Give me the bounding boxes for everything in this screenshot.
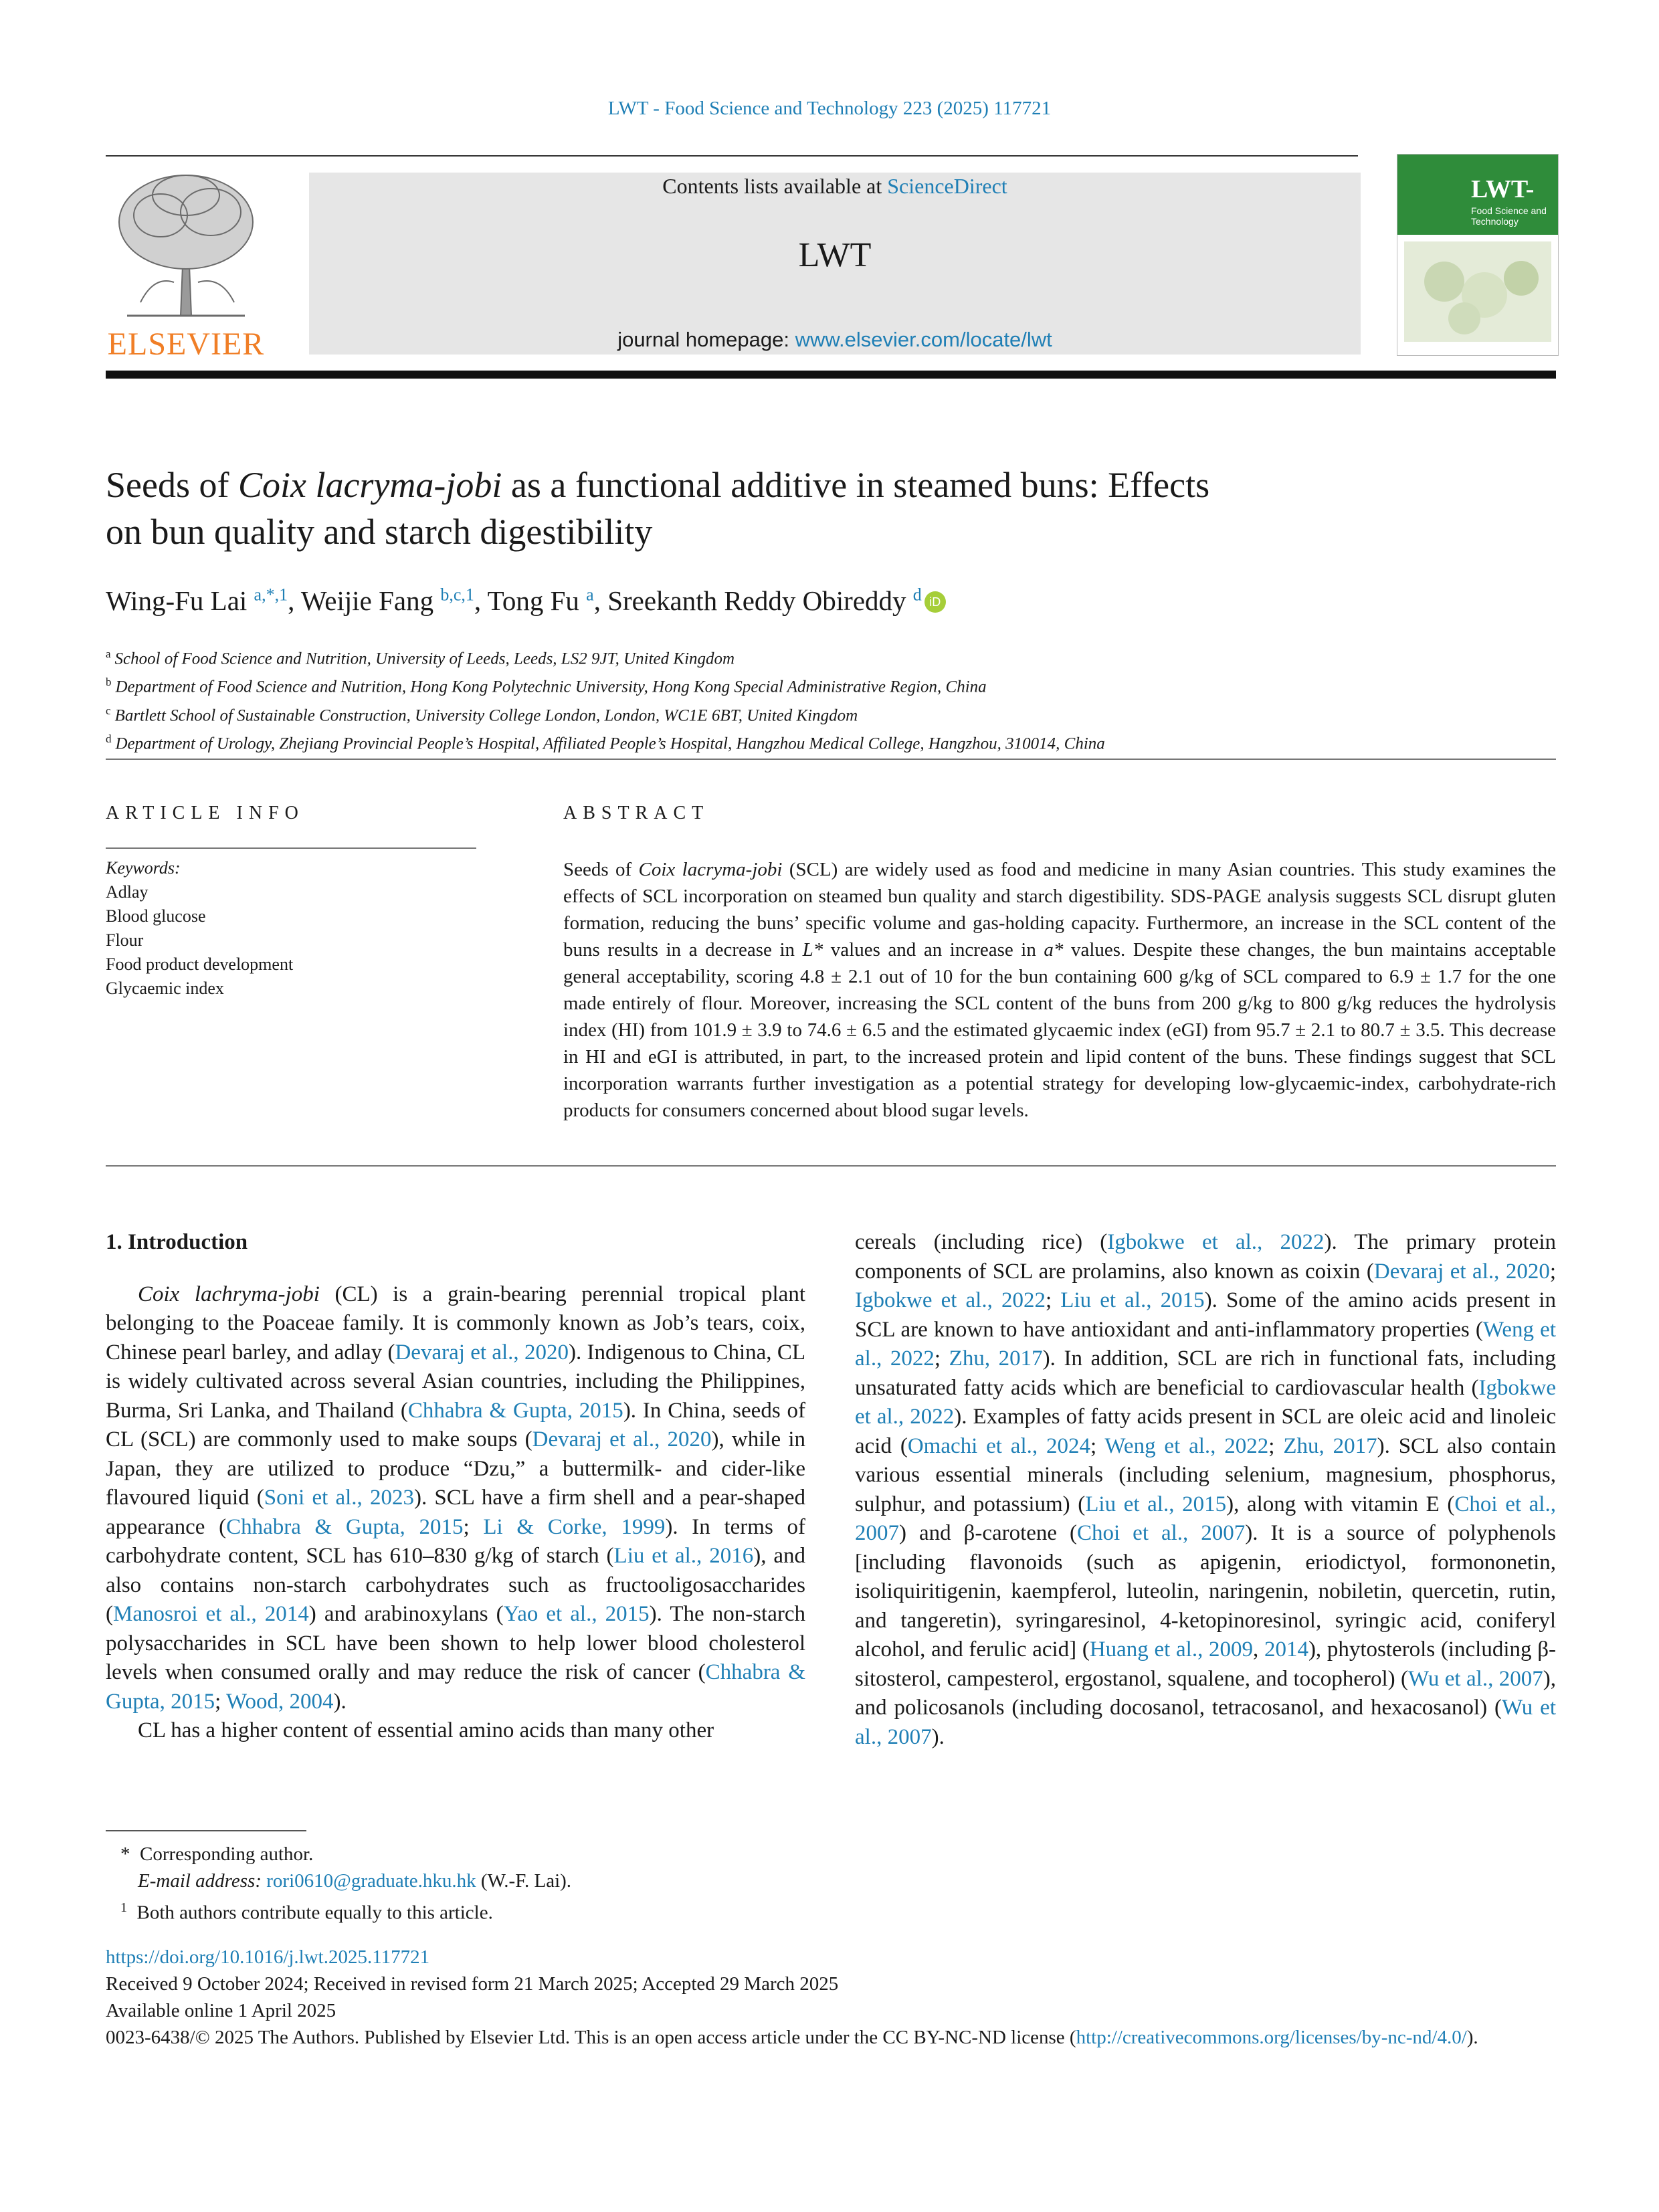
body-text: ). Indigenous to China, CL is widely cultivated across several Asian countries, including the Philippines, Burma, Sri Lanka, and Thailand (	[106, 1340, 805, 1423]
license-link[interactable]: http://creativecommons.org/licenses/by-nc-nd/4.0/	[1076, 2027, 1467, 2048]
citation-link[interactable]: Devaraj et al., 2020	[1373, 1259, 1550, 1284]
citation-link[interactable]: Igbokwe et al., 2022	[855, 1288, 1046, 1312]
citation-link[interactable]: Devaraj et al., 2020	[395, 1340, 569, 1365]
body-text: ). SCL have a firm shell and a pear-shaped appearance (	[106, 1486, 805, 1539]
citation-link[interactable]: Liu et al., 2016	[613, 1544, 754, 1568]
citation-link[interactable]: Wu et al., 2007	[1408, 1666, 1543, 1691]
article-info-rule	[106, 847, 476, 849]
keywords-label: Keywords:	[106, 858, 181, 878]
body-text: ). In addition, SCL are rich in functional fats, including unsaturated fatty acids which are beneficial to cardiovascular health (	[855, 1346, 1556, 1400]
sciencedirect-link[interactable]: ScienceDirect	[887, 174, 1007, 198]
intro-paragraph-cont	[855, 1228, 1556, 1752]
body-text: ).	[931, 1724, 945, 1749]
author-sup[interactable]: b,c,1	[440, 585, 474, 605]
email-link[interactable]: rori0610@graduate.hku.hk	[266, 1870, 476, 1892]
author-list: Wing-Fu Lai $^{a,*,1}$, Weijie Fang $^{b,c,1}$, Tong Fu $^a$, Sreekanth Reddy Obireddy $^d$ iD	[106, 585, 946, 617]
received-dates: Received 9 October 2024; Received in revised form 21 March 2025; Accepted 29 March 2025	[106, 1973, 839, 1995]
citation-link[interactable]: Zhu, 2017	[1283, 1433, 1377, 1458]
author-name[interactable]: Tong Fu	[487, 585, 579, 616]
affiliations	[106, 642, 1105, 755]
license-text: 0023-6438/© 2025 The Authors. Published by Elsevier Ltd. This is an open access article under the CC BY-NC-ND license (http://creativecommons.org/licenses/by-nc-nd/4.0/).	[106, 2027, 1478, 2048]
affiliation: $^d$ Department of Urology, Zhejiang Provincial People’s Hospital, Affiliated People’s Hospital, Hangzhou Medical College, Hangzhou, 310014, China	[106, 732, 1105, 753]
journal-homepage: journal homepage: www.elsevier.com/locate/lwt	[617, 328, 1052, 351]
article-title: Seeds of Coix lacryma-jobi as a functional additive in steamed buns: Effects on bun quality and starch digestibility	[106, 465, 1210, 552]
journal-citation-link[interactable]: LWT - Food Science and Technology 223 (2025) 117721	[607, 98, 1052, 119]
cover-image	[1404, 241, 1551, 342]
affiliation: $^b$ Department of Food Science and Nutrition, Hong Kong Polytechnic University, Hong Kong Special Administrative Region, China	[106, 676, 987, 696]
elsevier-wordmark: ELSEVIER	[107, 326, 265, 362]
body-text: ). The non-starch polysaccharides in SCL have been shown to help lower blood cholesterol levels when consumed orally and may reduce the risk of cancer (	[106, 1602, 805, 1684]
footnotes	[120, 1841, 571, 1926]
citation-link[interactable]: Weng et al., 2022	[855, 1317, 1556, 1371]
citation-link[interactable]: Igbokwe et al., 2022	[855, 1375, 1556, 1429]
keyword: Adlay	[106, 882, 149, 902]
journal-citation-line[interactable]	[0, 98, 1659, 120]
body-text: ) and arabinoxylans (	[308, 1602, 504, 1626]
cover-title: LWT-	[1471, 175, 1535, 203]
body-text: ). The primary protein components of SCL are prolamins, also known as coixin (	[855, 1230, 1556, 1284]
intro-paragraph: CL has a higher content of essential amino acids than many other	[138, 1718, 714, 1742]
journal-name: LWT	[798, 236, 872, 274]
homepage-link[interactable]: www.elsevier.com/locate/lwt	[795, 328, 1052, 351]
citation-link[interactable]: Devaraj et al., 2020	[532, 1427, 712, 1451]
cover-food-icon	[1404, 241, 1551, 342]
body-text: (CL) is a grain-bearing perennial tropical plant belonging to the Poaceae family. It is commonly known as Job’s tears, coix, Chinese pearl barley, and adlay (	[106, 1282, 805, 1365]
body-text: ). In China, seeds of CL (SCL) are commonly used to make soups (	[106, 1398, 806, 1451]
left-column	[106, 1228, 805, 1746]
elsevier-tree-icon	[100, 169, 272, 322]
citation-link[interactable]: Manosroi et al., 2014	[113, 1602, 309, 1626]
header-rule	[106, 155, 1358, 157]
citation-link[interactable]: Huang et al., 2009	[1089, 1637, 1253, 1662]
body-text: ;	[1045, 1288, 1061, 1312]
citation-link[interactable]: Omachi et al., 2024	[907, 1433, 1090, 1458]
elsevier-logo	[100, 169, 272, 363]
citation-link[interactable]: Wu et al., 2007	[855, 1696, 1556, 1749]
body-text: ). Some of the amino acids present in SCL are known to have antioxidant and anti-inflammatory properties (	[855, 1288, 1556, 1342]
footnote-email: E-mail address: rori0610@graduate.hku.hk (W.-F. Lai).	[138, 1870, 572, 1892]
abstract-end-rule	[106, 1165, 1556, 1167]
body-text: ,	[1253, 1637, 1264, 1662]
keyword: Food product development	[106, 954, 294, 974]
right-column	[855, 1228, 1556, 1752]
footnote-corresponding: * Corresponding author.	[120, 1843, 314, 1865]
footnote-rule	[106, 1830, 306, 1831]
body-text: ) and β-carotene (	[899, 1521, 1078, 1545]
italic-term: Coix lachryma-jobi	[138, 1282, 320, 1306]
body-text: ).	[333, 1689, 347, 1714]
cover-subtitle: Food Science and Technology	[1471, 205, 1547, 227]
body-text: ). SCL also contain various essential minerals (including selenium, magnesium, phosphorus, sulphur, and potassium) (	[855, 1433, 1556, 1516]
citation-link[interactable]: Chhabra & Gupta, 2015	[106, 1660, 805, 1714]
citation-link[interactable]: Li & Corke, 1999	[483, 1514, 666, 1539]
contents-line: Contents lists available at ScienceDirect	[662, 174, 1007, 198]
affiliation: $^c$ Bartlett School of Sustainable Construction, University College London, London, WC1E 6BT, United Kingdom	[106, 704, 858, 724]
publication-info	[106, 1944, 1556, 2051]
citation-link[interactable]: Choi et al., 2007	[855, 1492, 1556, 1545]
body-text: ). In terms of carbohydrate content, SCL has 610–830 g/kg of starch (	[106, 1514, 805, 1568]
citation-link[interactable]: Soni et al., 2023	[264, 1486, 414, 1510]
citation-link[interactable]: Weng et al., 2022	[1104, 1433, 1269, 1458]
header-thick-rule	[106, 371, 1556, 379]
orcid-icon[interactable]: iD	[924, 591, 946, 613]
body-text: ;	[1268, 1433, 1284, 1458]
author-sup[interactable]: a,*,1	[254, 585, 288, 605]
body-text: ), and policosanols (including docosanol, tetracosanol, and hexacosanol) (	[855, 1666, 1556, 1720]
body-text: ). Examples of fatty acids present in SCL are oleic acid and linoleic acid (	[855, 1405, 1556, 1458]
citation-link[interactable]: 2014	[1264, 1637, 1308, 1662]
keyword: Blood glucose	[106, 906, 206, 926]
footnote-equal: $^1$ Both authors contribute equally to this article.	[120, 1900, 493, 1924]
keywords-block	[106, 856, 293, 1001]
body-text: ), phytosterols (including β-sitosterol, campesterol, ergostanol, squalene, and tocopherol) (	[855, 1637, 1556, 1691]
citation-link[interactable]: Wood, 2004	[225, 1689, 334, 1714]
body-text: ;	[1090, 1433, 1105, 1458]
author-name[interactable]: Wing-Fu Lai	[106, 585, 248, 616]
citation-link[interactable]: Liu et al., 2015	[1060, 1288, 1205, 1312]
body-text: ). It is a source of polyphenols [including flavonoids (such as apigenin, eriodictyol, formononetin, isoliquiritigenin, kaempferol, luteolin, naringenin, nobiletin, quercetin, rutin, and tangeretin), syringaresinol, 4-ketopinoresinol, syringic acid, coniferyl alcohol, and ferulic acid] (	[855, 1521, 1557, 1662]
body-text: ;	[463, 1514, 484, 1539]
citation-link[interactable]: Igbokwe et al., 2022	[1107, 1230, 1325, 1254]
author-sup[interactable]: a	[586, 585, 594, 605]
body-text: ;	[215, 1689, 226, 1714]
keyword: Glycaemic index	[106, 979, 224, 998]
body-text: ;	[934, 1346, 949, 1371]
article-info-heading: ARTICLE INFO	[106, 803, 304, 823]
author-sup[interactable]: d	[912, 585, 922, 605]
citation-link[interactable]: Chhabra & Gupta, 2015	[226, 1514, 464, 1539]
citation-link[interactable]: Choi et al., 2007	[1077, 1521, 1246, 1545]
author-name[interactable]: Sreekanth Reddy Obireddy	[607, 585, 906, 616]
doi-link[interactable]: https://doi.org/10.1016/j.lwt.2025.117721	[106, 1946, 430, 1968]
body-text: cereals (including rice) (	[855, 1230, 1108, 1254]
citation-link[interactable]: Liu et al., 2015	[1085, 1492, 1227, 1516]
citation-link[interactable]: Yao et al., 2015	[503, 1602, 650, 1626]
citation-link[interactable]: Zhu, 2017	[949, 1346, 1043, 1371]
section-rule	[106, 759, 1556, 760]
intro-paragraph	[106, 1280, 805, 1717]
body-text: ), along with vitamin E (	[1226, 1492, 1455, 1516]
author-name[interactable]: Weijie Fang	[300, 585, 434, 616]
keyword: Flour	[106, 930, 144, 950]
body-text: ), and also contains non-starch carbohydrates such as fructooligosaccharides (	[106, 1544, 805, 1626]
abstract-text: Seeds of Coix lacryma-jobi (SCL) are widely used as food and medicine in many Asian countries. This study examines the effects of SCL incorporation on steamed bun quality and starch digestibility. SDS-PAGE analysis suggests SCL disrupt gluten formation, reducing the buns’ specific volume and gas-holding capacity. Furthermore, an increase in the SCL content of the buns results in a decrease in L* values and an increase in a* values. Despite these changes, the bun maintains acceptable general acceptability, scoring 4.8 ± 2.1 out of 10 for the bun containing 600 g/kg of SCL compared to 6.9 ± 1.7 for the one made entirely of flour. Moreover, increasing the SCL content of the buns from 200 g/kg to 800 g/kg reduces the hydrolysis index (HI) from 101.9 ± 3.9 to 74.6 ± 6.5 and the estimated glycaemic index (eGI) from 95.7 ± 2.1 to 80.7 ± 3.5. This decrease in HI and eGI is attributed, in part, to the increased protein and lipid content of the buns. These findings suggest that SCL incorporation warrants further investigation as a potential strategy for developing low-glycaemic-index, carbohydrate-rich products for consumers concerned about blood sugar levels.	[563, 859, 1556, 1121]
section-heading: 1. Introduction	[106, 1230, 248, 1254]
body-text: ;	[1549, 1259, 1557, 1284]
journal-cover-thumbnail[interactable]	[1397, 154, 1559, 356]
available-online: Available online 1 April 2025	[106, 2000, 336, 2021]
journal-banner	[309, 173, 1361, 355]
body-text: ), while in Japan, they are utilized to produce “Dzu,” a buttermilk- and cider-like flavoured liquid (	[106, 1427, 805, 1510]
abstract-heading: ABSTRACT	[563, 803, 710, 823]
affiliation: $^a$ School of Food Science and Nutrition, University of Leeds, Leeds, LS2 9JT, United Kingdom	[106, 647, 735, 668]
citation-link[interactable]: Chhabra & Gupta, 2015	[407, 1398, 623, 1423]
